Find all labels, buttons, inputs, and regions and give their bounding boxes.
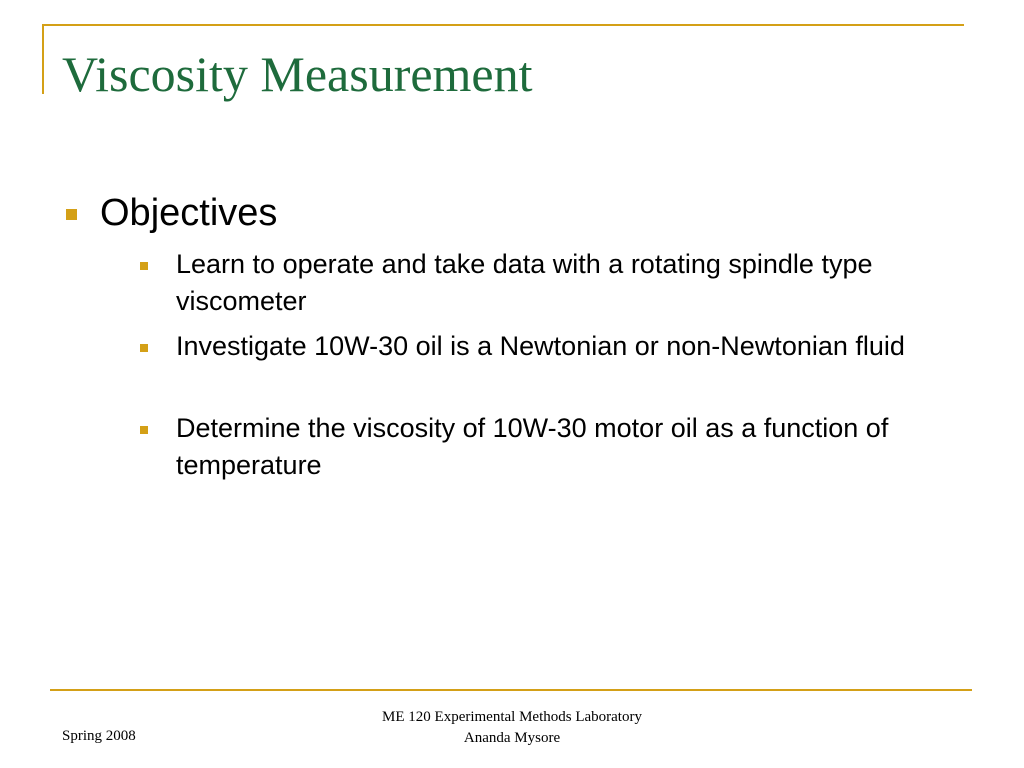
- square-bullet-icon: [140, 262, 148, 270]
- footer-course: ME 120 Experimental Methods Laboratory: [382, 709, 642, 725]
- bullet-objectives: Objectives: [100, 192, 278, 234]
- objective-item-2: Investigate 10W-30 oil is a Newtonian or non-Newtonian fluid: [176, 331, 905, 361]
- square-bullet-icon: [140, 426, 148, 434]
- footer-divider: [50, 689, 972, 691]
- square-bullet-icon: [140, 344, 148, 352]
- title-frame-top-line: [42, 24, 964, 26]
- square-bullet-icon: [66, 209, 77, 220]
- footer-instructor: Ananda Mysore: [463, 730, 561, 746]
- footer-date: Spring 2008: [62, 728, 136, 744]
- footer-course-info: [312, 707, 712, 749]
- slide-title: Viscosity Measurement: [62, 46, 533, 102]
- title-frame-left-line: [42, 24, 44, 94]
- objective-item-1: Learn to operate and take data with a rotating spindle type viscometer: [176, 249, 873, 316]
- objective-item-3: Determine the viscosity of 10W-30 motor oil as a function of temperature: [176, 413, 889, 480]
